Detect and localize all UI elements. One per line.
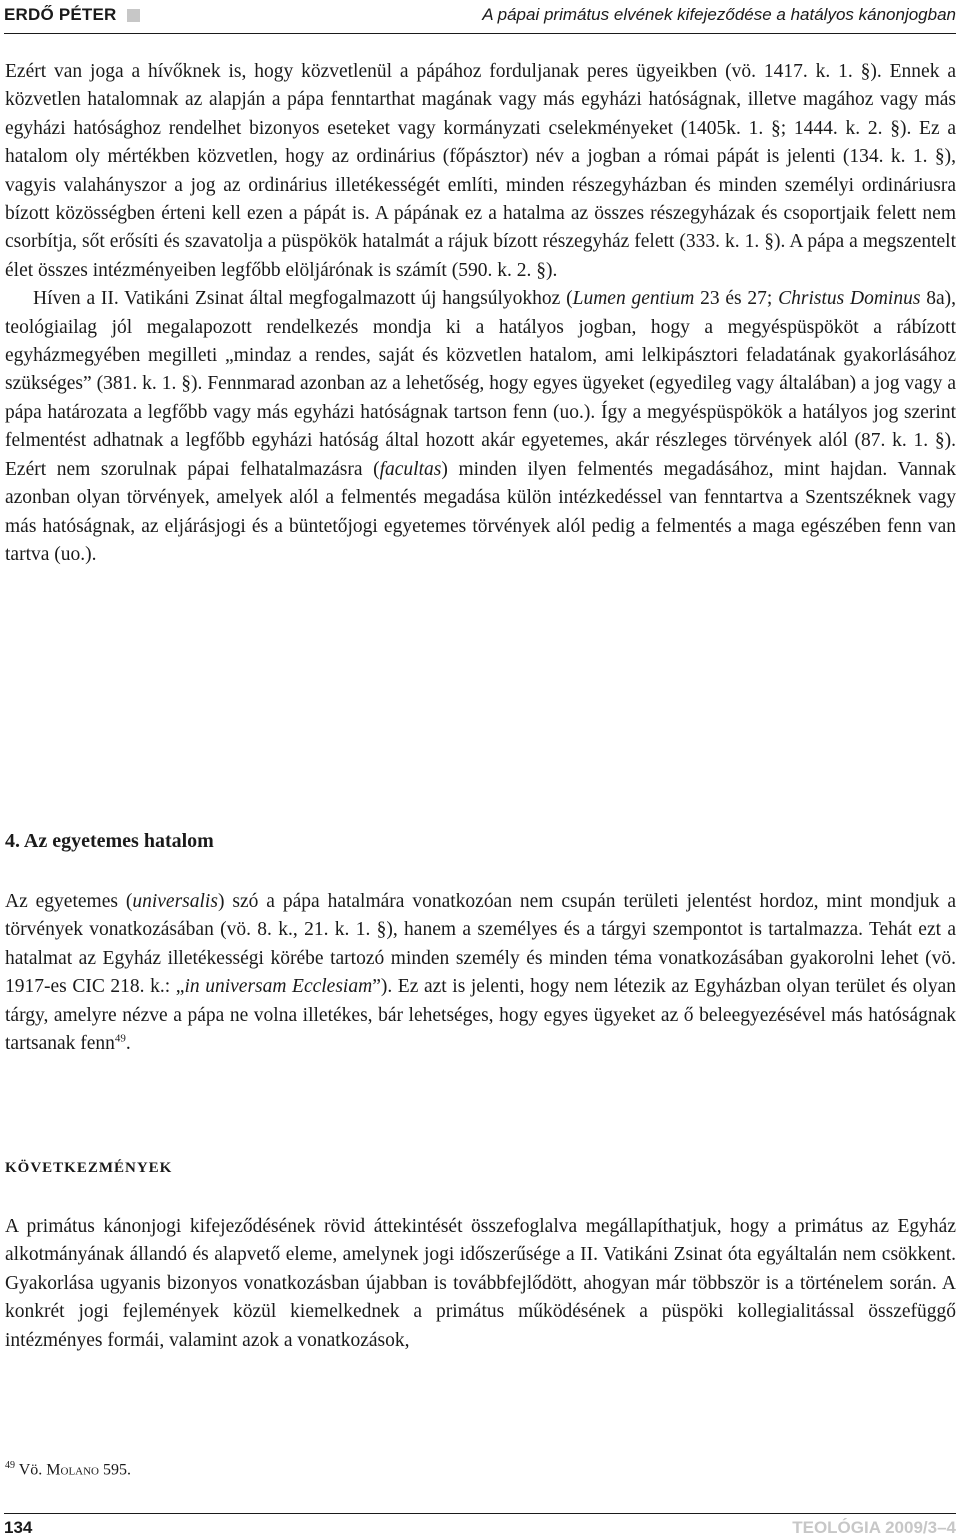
header-author xyxy=(4,5,140,25)
text-run: Híven a II. Vatikáni Zsinat által megfogalmazott új hangsúlyokhoz ( xyxy=(33,288,573,310)
header-divider xyxy=(4,33,956,34)
header-running-title: A pápai primátus elvének kifejeződése a hatályos kánonjogban xyxy=(482,5,956,24)
footer-divider xyxy=(4,1513,956,1514)
body-section-2 xyxy=(5,888,956,1058)
italic-run: universalis xyxy=(132,891,218,912)
journal-name: TEOLÓGIA 2009/3–4 xyxy=(792,1518,956,1537)
italic-run: facultas xyxy=(379,458,442,480)
page-footer xyxy=(4,1518,956,1538)
footnote-author: Molano xyxy=(46,1461,100,1479)
header-author-text: ERDŐ PÉTER xyxy=(4,5,117,24)
text-run: 8a), teológiailag jól megalapozott rendelkezés mondja ki a hatályos jogban, hogy a megyéspüspököt a rábízott egyházmegyében megilleti „mindaz a rendes, saját és közvetlen hatalom, ami lelkipásztori feladatának gyakorlásához szükséges” (381. k. 1. §). Fennmarad azonban az a lehetőség, hogy egyes ügyeket (egyedileg vagy általában) a jog vagy a pápa határozata a legfőbb vagy más egyházi hatóságnak tartson fenn (uo.). Így a megyéspüspökök a hatályos jog szerint felmentést adhatnak a legfőbb egyházi hatóság által hozott akár egyetemes, akár részleges törvények alól (87. k. 1. §). Ezért nem szorulnak pápai felhatalmazásra ( xyxy=(5,288,957,480)
footnote-prefix: Vö. xyxy=(18,1461,47,1479)
text-run: ) szó a pápa hatalmára vonatkozóan nem csupán területi jelentést hordoz, mint mondjuk a törvények vonatkozásában (vö. 8. k., 21. k. 1. §), hanem a személyes és a tárgyi szempontot is tartalmazza. Tehát ezt a hatalmat az Egyház illetékességi körébe tartozó minden személy és minden téma vonatkozásában gyakorolni lehet (vö. 1917-es CIC 218. k.: „ xyxy=(5,891,956,998)
section-title: 4. Az egyetemes hatalom xyxy=(5,830,214,852)
page-number: 134 xyxy=(4,1518,33,1537)
square-ornament-icon xyxy=(127,9,140,22)
running-header xyxy=(4,0,956,30)
body-section-3 xyxy=(5,1213,956,1355)
paragraph-3 xyxy=(5,888,956,1058)
text-run: . xyxy=(125,1033,131,1055)
paragraph-1: Ezért van joga a hívőknek is, hogy közvetlenül a pápához forduljanak peres ügyeikben (vö. 1417. k. 1. §). Ennek a közvetlen hatalomnak az alapján a pápa fenntarthat magának vagy más egyházi hatóságnak, illetve magához vagy más egyházi hatósághoz rendelhet bizonyos eseteket vagy kormányzati cselekményeket (1405k. 1. §; 1444. k. 2. §). Ez a hatalom oly mértékben közvetlen, hogy az ordinárius (főpásztor) név a jogban a római pápát is jelenti (134. k. 1. §), vagyis valahányszor a jog az ordinárius illetékességét említi, minden részegyházban és minden személyi ordináriusra bízott közösségben érteni kell ezen a pápát is. A pápának ez a hatalma az összes részegyházak és csoportjaik felett nem csorbítja, sőt erősíti és szavatolja a püspökök hatalmát a rájuk bízott részegyház felett (333. k. 1. §). A pápa a megszentelt élet összes intézményeiben legfőbb elöljárónak is számít (590. k. 2. §). xyxy=(5,61,956,281)
conclusions-title: KÖVETKEZMÉNYEK xyxy=(5,1160,173,1176)
italic-run: in universam Ecclesiam xyxy=(184,976,373,998)
text-run: Az egyetemes ( xyxy=(5,891,133,912)
footnote-number: 49 xyxy=(5,1460,15,1471)
footnote-ref[interactable]: 49 xyxy=(114,1032,126,1045)
footnote-text: 595. xyxy=(99,1461,132,1479)
italic-run: Christus Dominus xyxy=(778,288,921,310)
footnote xyxy=(5,1460,131,1479)
body-section-1 xyxy=(5,58,956,569)
text-run: 23 és 27; xyxy=(694,288,779,310)
text-run: ”). Ez azt is jelenti, hogy nem létezik az Egyházban olyan terület és olyan tárgy, amelyre nézve a pápa ne volna illetékes, bár lehetséges, hogy egyes ügyeket az ő beleegyezésével más hatóságnak tartsanak fenn xyxy=(5,976,956,1055)
paragraph-4: A primátus kánonjogi kifejeződésének rövid áttekintését összefoglalva megállapíthatjuk, hogy a primátus az Egyház alkotmányának állandó és alapvető eleme, amelynek jogi időszerűsége a II. Vatikáni Zsinat óta egyáltalán nem csökkent. Gyakorlása ugyanis bizonyos vonatkozásban újabban is továbbfejlődött, ahogyan már többször is a történelem során. A konkrét jogi fejlemények közül kiemelkednek a primátus működésének a püspöki kollegialitással összefüggő intézményes formái, valamint azok a vonatkozások, xyxy=(5,1216,956,1351)
text-run: ) minden ilyen felmentés megadásához, mint hajdan. Vannak azonban olyan törvények, amelyek alól a felmentés megadása külön intézkedéssel van fenntartva a Szentszéknek vagy más hatóságnak, az eljárásjogi és a büntetőjogi egyetemes törvények alól pedig a felmentés a maga egészében fenn van tartva (uo.). xyxy=(5,458,956,565)
italic-run: Lumen gentium xyxy=(572,288,695,310)
paragraph-2 xyxy=(5,285,956,569)
